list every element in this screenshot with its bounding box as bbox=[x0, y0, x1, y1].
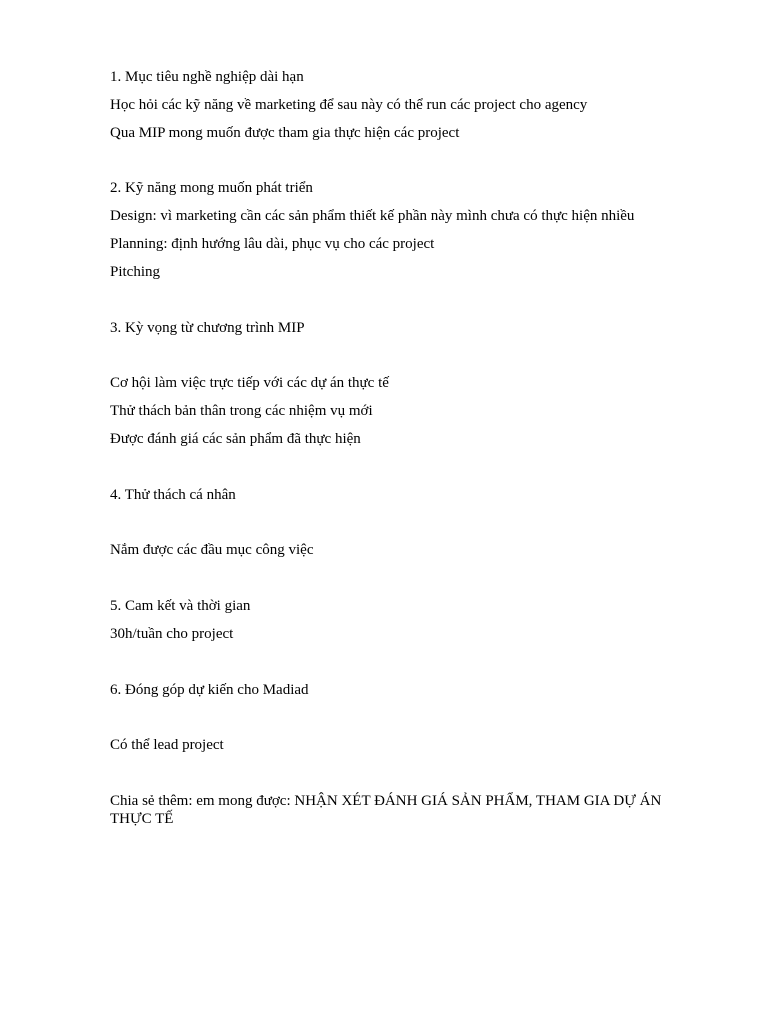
section-6-line-1: Có thể lead project bbox=[110, 737, 224, 753]
section-1-line-2: Qua MIP mong muốn được tham gia thực hiện các project bbox=[110, 125, 460, 141]
section-1-line-1: Học hỏi các kỹ năng về marketing để sau này có thể run các project cho agency bbox=[110, 97, 588, 113]
section-5-heading: 5. Cam kết và thời gian bbox=[110, 598, 251, 614]
section-4-heading: 4. Thử thách cá nhân bbox=[110, 487, 236, 503]
section-3-line-2: Thử thách bản thân trong các nhiệm vụ mới bbox=[110, 403, 373, 419]
section-3-line-1: Cơ hội làm việc trực tiếp với các dự án thực tế bbox=[110, 375, 389, 391]
section-1-heading: 1. Mục tiêu nghề nghiệp dài hạn bbox=[110, 69, 304, 85]
section-2-line-3: Pitching bbox=[110, 264, 161, 280]
section-2-line-2: Planning: định hướng lâu dài, phục vụ cho các project bbox=[110, 236, 435, 252]
section-4-line-1: Nắm được các đầu mục công việc bbox=[110, 542, 314, 558]
section-2-line-1: Design: vì marketing cần các sản phẩm thiết kế phần này mình chưa có thực hiện nhiều bbox=[110, 208, 635, 224]
closing-note: Chia sẻ thêm: em mong được: NHẬN XÉT ĐÁNH GIÁ SẢN PHẨM, THAM GIA DỰ ÁN THỰC TẾ bbox=[110, 793, 662, 827]
section-6-heading: 6. Đóng góp dự kiến cho Madiad bbox=[110, 682, 309, 698]
section-5-line-1: 30h/tuần cho project bbox=[110, 626, 234, 642]
section-3-line-3: Được đánh giá các sản phẩm đã thực hiện bbox=[110, 431, 361, 447]
section-3-heading: 3. Kỳ vọng từ chương trình MIP bbox=[110, 320, 305, 336]
section-2-heading: 2. Kỹ năng mong muốn phát triển bbox=[110, 180, 313, 196]
